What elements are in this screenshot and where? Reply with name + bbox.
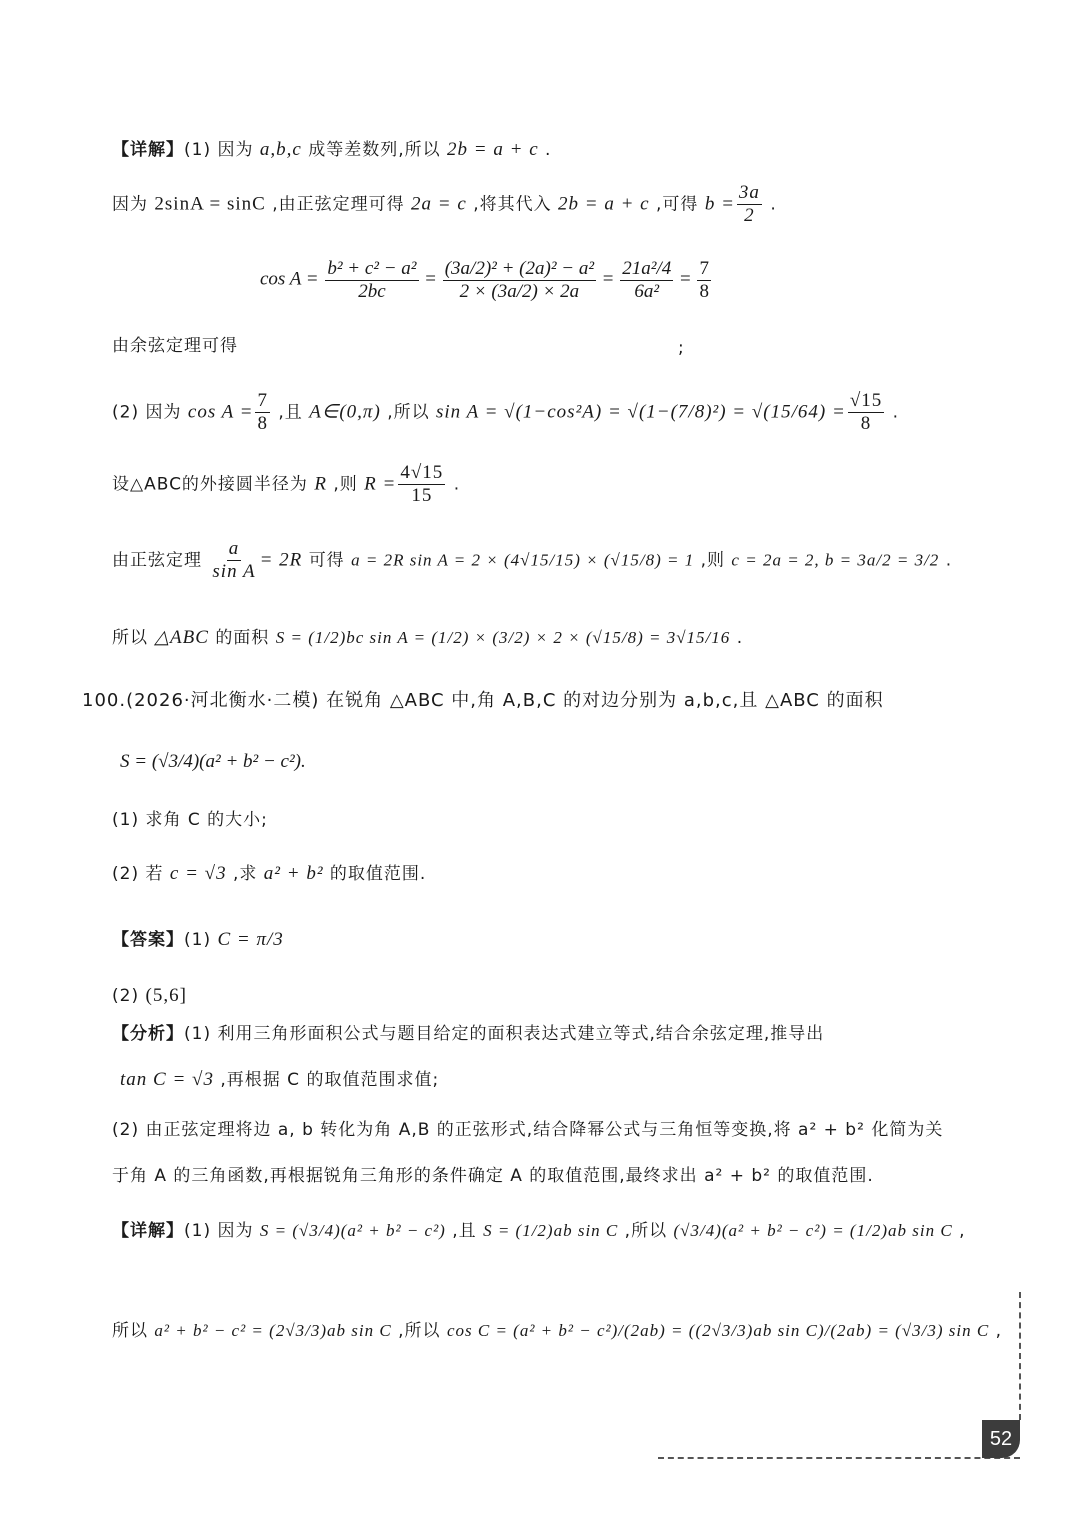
problem-stem: 100.(2026·河北衡水·二模) 在锐角 △ABC 中,角 A,B,C 的对边分别为 a,b,c,且 △ABC 的面积: [82, 690, 884, 711]
text: ,求: [232, 864, 258, 884]
math: 2b = a + c: [447, 139, 539, 160]
math: C = π/3: [217, 929, 284, 950]
text: ,再根据 C 的取值范围求值;: [220, 1070, 440, 1090]
text: ,所以: [387, 402, 430, 423]
math: 2a = c: [411, 193, 467, 215]
math: cos A =: [187, 401, 254, 423]
cosA-derivation: [260, 258, 713, 303]
text: .: [736, 628, 744, 648]
denominator: 2bc: [358, 280, 386, 302]
fraction: [443, 258, 596, 303]
text: ,且: [278, 402, 303, 423]
answer-tag: 【答案】: [112, 930, 184, 950]
text: ,所以: [624, 1221, 668, 1241]
text: .: [770, 194, 777, 215]
detail1-line6: [112, 462, 460, 507]
math: A∈(0,π): [309, 401, 381, 423]
numerator: b² + c² − a²: [327, 258, 417, 279]
numerator: 7: [257, 390, 268, 411]
numerator: 21a²/4: [622, 258, 672, 279]
numerator: 7: [699, 258, 709, 279]
denominator: 8: [860, 412, 872, 434]
denominator: 15: [411, 484, 433, 506]
text: 由余弦定理可得: [112, 336, 238, 356]
analysis-line4: 于角 A 的三角函数,再根据锐角三角形的条件确定 A 的取值范围,最终求出 a² + b² 的取值范围.: [112, 1166, 874, 1186]
text: (2): [112, 986, 140, 1006]
fraction: [398, 462, 445, 507]
denominator: 2 × (3a/2) × 2a: [459, 280, 580, 302]
numerator: (3a/2)² + (2a)² − a²: [444, 258, 595, 279]
page-border-bottom: [658, 1457, 1020, 1459]
text: ,: [995, 1321, 1003, 1341]
detail2-line1: [112, 1222, 965, 1240]
math: (5,6]: [145, 985, 187, 1006]
detail-tag: 【详解】: [112, 1221, 184, 1241]
math: a,b,c: [259, 139, 302, 160]
math: =: [602, 268, 614, 290]
text: 因为: [112, 194, 148, 215]
text: 由正弦定理: [112, 550, 202, 571]
math: △ABC: [154, 627, 209, 648]
text: 成等差数列,所以: [308, 140, 441, 160]
denominator: 8: [699, 280, 709, 302]
math: sin A = √(1−cos²A) = √(1−(7/8)²) = √(15/64) =: [436, 401, 846, 423]
text: .: [545, 140, 552, 160]
problem-formula: S = (√3/4)(a² + b² − c²).: [120, 751, 306, 772]
math: cos C = (a² + b² − c²)/(2ab) = ((2√3/3)ab sin C)/(2ab) = (√3/3) sin C: [446, 1321, 990, 1340]
numerator: a: [228, 538, 240, 559]
math: =: [425, 268, 436, 290]
question-1: (1) 求角 C 的大小;: [112, 810, 268, 830]
denominator: 2: [744, 204, 755, 226]
text: 所以: [112, 1321, 148, 1341]
detail1-line1: [112, 140, 551, 159]
math: (√3/4)(a² + b² − c²) = (1/2)ab sin C: [673, 1221, 953, 1240]
text: ,所以: [398, 1321, 441, 1341]
math: tan C = √3: [120, 1069, 214, 1090]
fraction: [620, 258, 673, 303]
math: cos A =: [260, 268, 319, 290]
fraction: [737, 182, 762, 227]
detail-tag: 【详解】: [112, 140, 184, 160]
answer-1: [112, 930, 284, 949]
numerator: 3a: [738, 182, 760, 203]
detail1-line5: [112, 390, 899, 435]
fraction: [325, 258, 418, 303]
math: a² + b² − c² = (2√3/3)ab sin C: [154, 1321, 392, 1340]
math: R =: [364, 473, 397, 495]
math: c = 2a = 2, b = 3a/2 = 3/2: [731, 550, 940, 570]
detail1-line7: [112, 538, 952, 583]
math: a² + b²: [263, 863, 324, 884]
text: ,且: [452, 1221, 477, 1241]
fraction: [210, 538, 257, 583]
text: (2) 若: [112, 864, 164, 884]
text: .: [892, 402, 900, 423]
fraction: [697, 258, 711, 303]
text: 设△ABC的外接圆半径为: [112, 474, 308, 495]
math: R: [314, 473, 327, 495]
math: =: [680, 268, 691, 290]
text: ,则: [700, 550, 726, 571]
numerator: 4√15: [400, 462, 444, 483]
denominator: 6a²: [634, 280, 660, 302]
math: 2sinA = sinC: [154, 193, 266, 215]
detail1-line4-end: [678, 340, 685, 357]
math: = 2R: [259, 549, 303, 571]
math: b =: [704, 193, 735, 215]
text: (1): [184, 930, 212, 950]
text: 的取值范围.: [329, 864, 427, 884]
text: ,: [959, 1221, 966, 1241]
math: S = (1/2)bc sin A = (1/2) × (3/2) × 2 × (√15/8) = 3√15/16: [275, 628, 731, 647]
denominator: sin A: [212, 560, 256, 582]
analysis-line1: [112, 1026, 824, 1043]
math: a = 2R sin A = 2 × (4√15/15) × (√15/8) = 1: [351, 550, 695, 570]
answer-2: [112, 986, 187, 1005]
math: S = (√3/4)(a² + b² − c²): [259, 1221, 446, 1240]
analysis-tag: 【分析】: [112, 1024, 184, 1044]
page-number: 52: [982, 1420, 1020, 1458]
detail1-line4: [112, 338, 238, 355]
detail1-line2: [112, 182, 777, 227]
text: .: [453, 474, 461, 495]
text: (1) 因为: [184, 1221, 254, 1241]
text: 的面积: [215, 628, 270, 648]
detail1-line8: [112, 628, 743, 647]
text: ,由正弦定理可得: [272, 194, 405, 215]
text: 可得: [308, 550, 345, 571]
question-2: [112, 864, 426, 883]
text: ,则: [333, 474, 358, 495]
math: 2b = a + c: [558, 193, 650, 215]
fraction: [255, 390, 270, 435]
denominator: 8: [257, 412, 268, 434]
text: (2) 因为: [112, 402, 182, 423]
text: ,可得: [656, 194, 699, 215]
text: 所以: [112, 628, 148, 648]
text: (1) 因为: [184, 140, 254, 160]
page-border-right: [1019, 1292, 1021, 1420]
analysis-line3: (2) 由正弦定理将边 a, b 转化为角 A,B 的正弦形式,结合降幂公式与三角恒等变换,将 a² + b² 化简为关: [112, 1120, 944, 1140]
text: ;: [678, 338, 685, 358]
math: c = √3: [169, 863, 227, 884]
analysis-line2: [120, 1070, 439, 1089]
text: ,将其代入: [473, 194, 552, 215]
math: S = (1/2)ab sin C: [483, 1221, 619, 1240]
numerator: √15: [849, 390, 883, 411]
text: .: [945, 550, 953, 571]
fraction: [848, 390, 884, 435]
detail2-line2: [112, 1322, 1002, 1340]
text: (1) 利用三角形面积公式与题目给定的面积表达式建立等式,结合余弦定理,推导出: [184, 1024, 825, 1044]
